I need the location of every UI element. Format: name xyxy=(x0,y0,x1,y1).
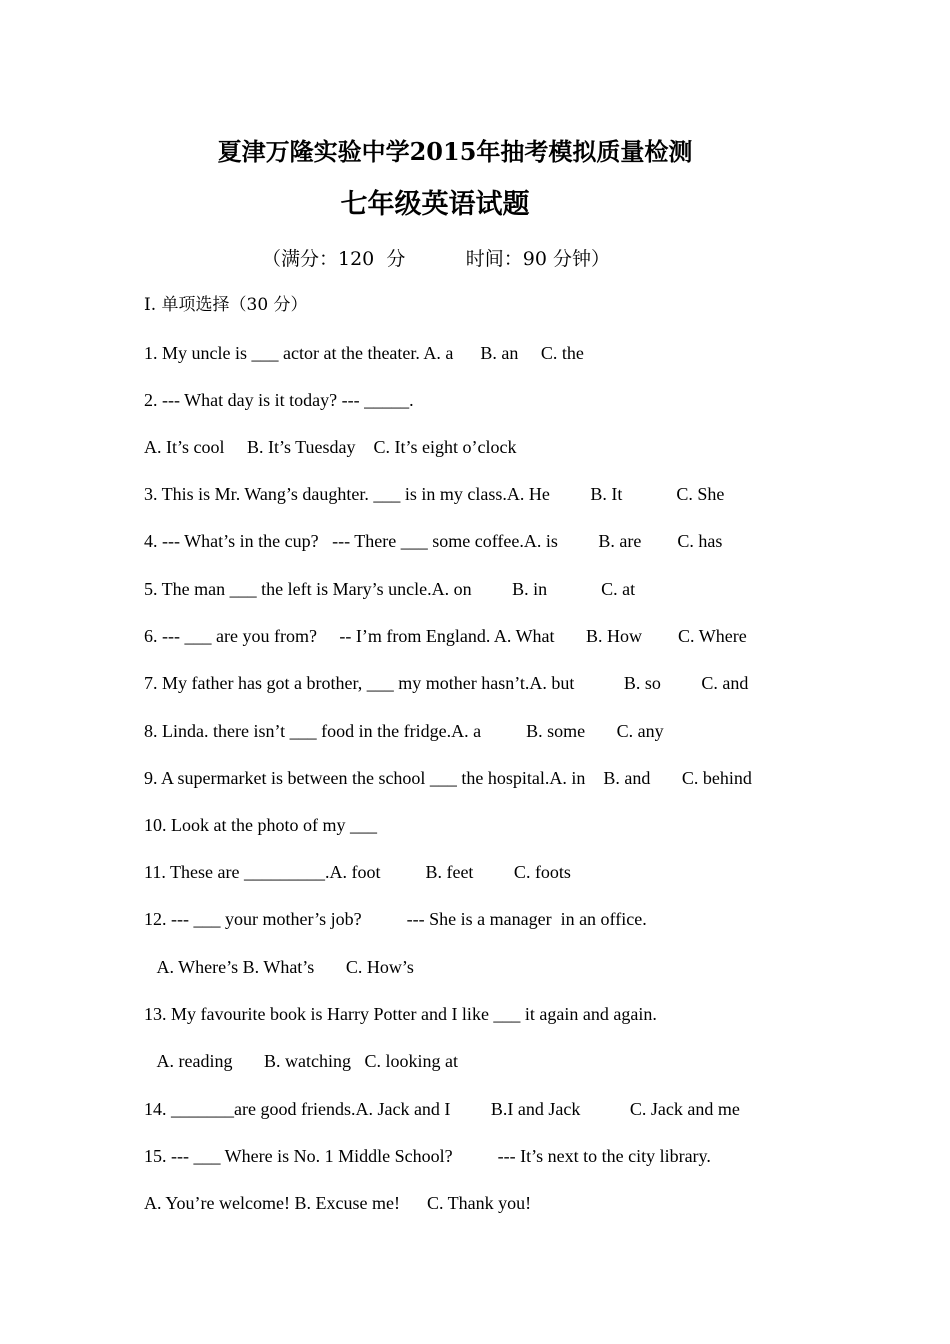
question-line: 5. The man ___ the left is Mary’s uncle.A. on B. in C. at xyxy=(144,579,636,599)
question-line: 4. --- What’s in the cup? --- There ___ some coffee.A. is B. are C. has xyxy=(144,531,723,551)
question-line: A. It’s cool B. It’s Tuesday C. It’s eight o’clock xyxy=(144,437,517,457)
school-title: 夏津万隆实验中学2015年抽考模拟质量检测 xyxy=(217,137,693,166)
score-time-info: （满分：120 分 时间：90 分钟） xyxy=(262,248,610,270)
question-line: A. reading B. watching C. looking at xyxy=(144,1051,458,1071)
question-line: 10. Look at the photo of my ___ xyxy=(144,815,377,835)
question-line: A. You’re welcome! B. Excuse me! C. Thank you! xyxy=(144,1193,532,1213)
question-line: 15. --- ___ Where is No. 1 Middle School? --- It’s next to the city library. xyxy=(144,1146,711,1166)
question-line: 3. This is Mr. Wang’s daughter. ___ is in my class.A. He B. It C. She xyxy=(144,484,725,504)
section-heading: I. 单项选择（30 分） xyxy=(144,295,308,315)
question-line: 13. My favourite book is Harry Potter and I like ___ it again and again. xyxy=(144,1004,657,1024)
question-line: 7. My father has got a brother, ___ my mother hasn’t.A. but B. so C. and xyxy=(144,673,749,693)
question-line: 11. These are _________.A. foot B. feet C. foots xyxy=(144,862,571,882)
exam-title: 七年级英语试题 xyxy=(340,189,530,220)
question-line: 8. Linda. there isn’t ___ food in the fridge.A. a B. some C. any xyxy=(144,721,664,741)
question-line: 9. A supermarket is between the school ___ the hospital.A. in B. and C. behind xyxy=(144,768,752,788)
question-line: 1. My uncle is ___ actor at the theater. A. a B. an C. the xyxy=(144,343,584,363)
question-line: 6. --- ___ are you from? -- I’m from England. A. What B. How C. Where xyxy=(144,626,747,646)
question-line: 2. --- What day is it today? --- _____. xyxy=(144,390,414,410)
question-line: 14. _______are good friends.A. Jack and I B.I and Jack C. Jack and me xyxy=(144,1099,740,1119)
question-line: A. Where’s B. What’s C. How’s xyxy=(144,957,414,977)
question-line: 12. --- ___ your mother’s job? --- She is a manager in an office. xyxy=(144,909,647,929)
